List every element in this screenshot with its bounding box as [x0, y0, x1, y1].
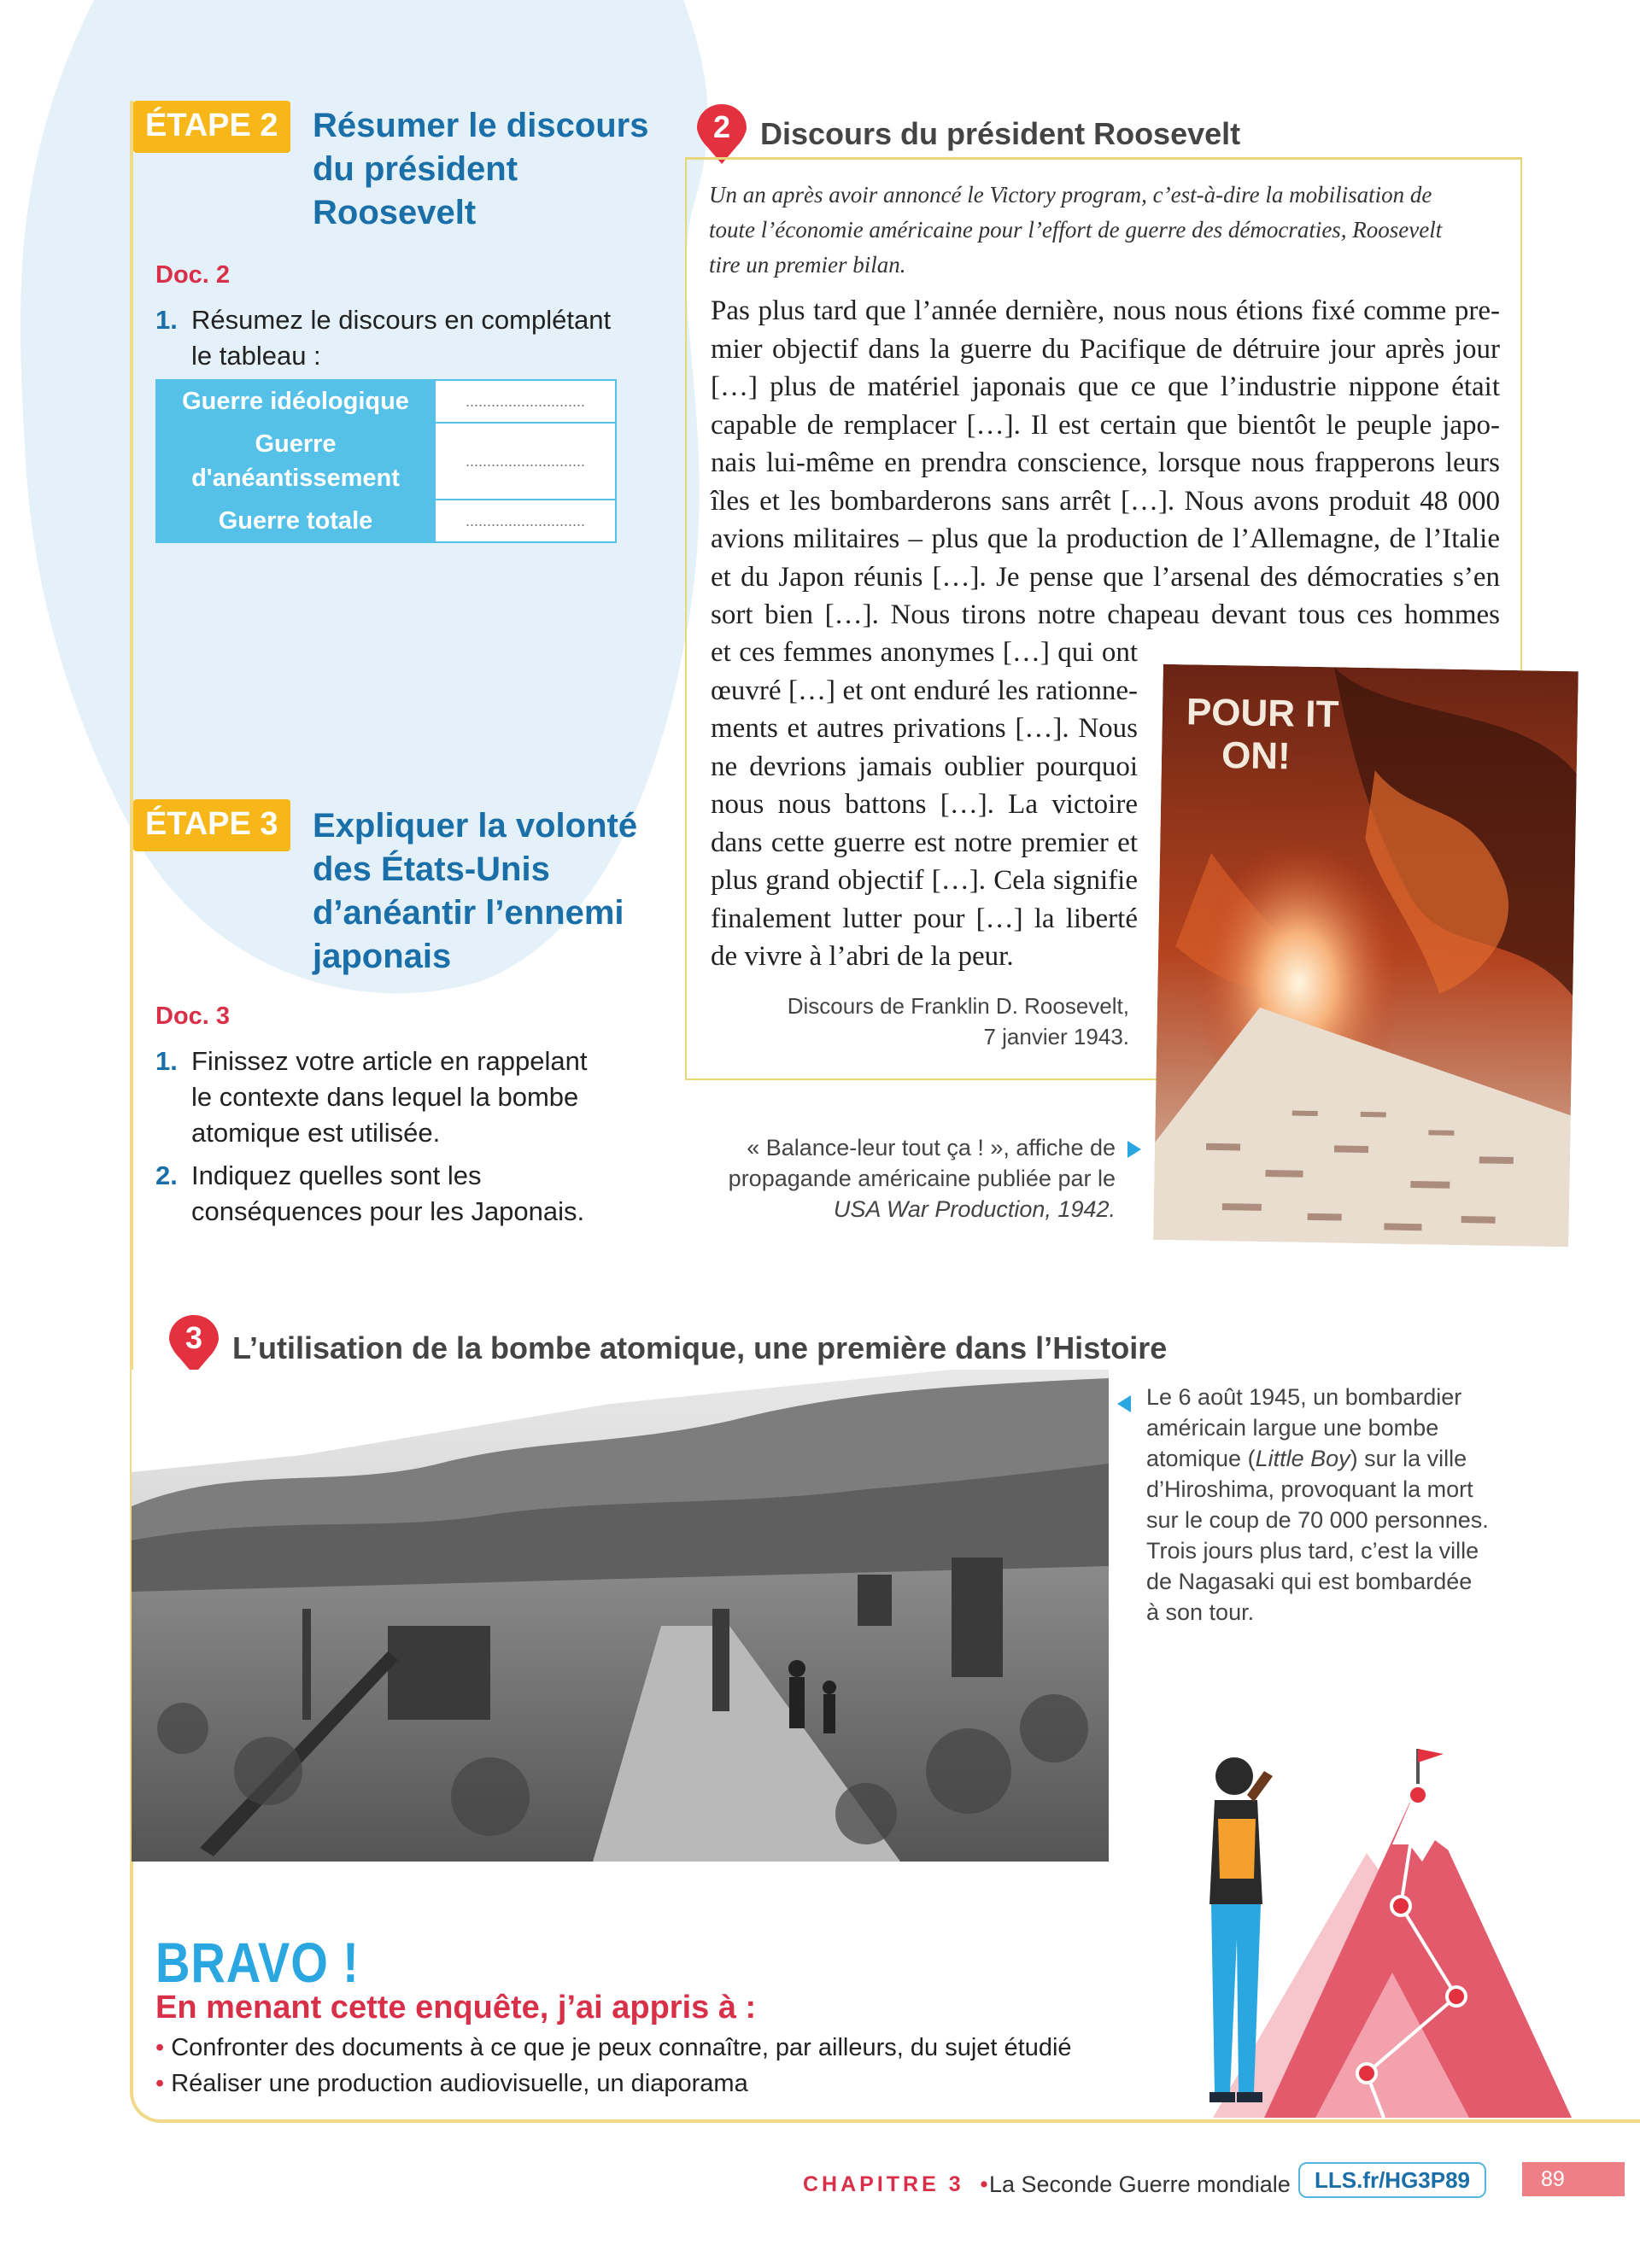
question-line: Finissez votre article en rappelant — [191, 1046, 588, 1076]
summary-table — [155, 379, 617, 543]
bravo-item: • Confronter des documents à ce que je peux connaître, par ailleurs, du sujet étudié — [155, 2034, 1072, 2061]
etape3-doc-ref: Doc. 3 — [155, 1002, 231, 1030]
question-line: Indiquez quelles sont les — [191, 1160, 482, 1190]
etape3-title: Expliquer la volonté des États-Unis d’anéantir l’ennemi japonais — [313, 807, 638, 975]
doc2-speech-text-narrow: et ces femmes anonymes […] qui ont œuvré […] et ont enduré les rationne- ments et autres privations […]. Nous ne devrions jamais oublier pourquoi nous nous battons […]. La victoire dans cette guerre est notre premier et plus grand objectif […]. Cela signifie finalement lutter pour […] la liberté de vivre à l’abri de la peur. — [711, 637, 1138, 972]
etape2-doc-ref: Doc. 2 — [155, 261, 231, 289]
doc3-number-pin: 3 — [169, 1315, 219, 1377]
doc2-title: Discours du président Roosevelt — [760, 116, 1241, 151]
etape3-question-1 — [155, 1043, 588, 1151]
etape3-question-2 — [155, 1158, 584, 1230]
question-line: Résumez le discours en complétant — [191, 305, 612, 335]
poster-caption: « Balance-leur tout ça ! », affiche de propagande américaine publiée par le USA War Production, 1942. — [728, 1135, 1116, 1222]
doc2-speech-text: Pas plus tard que l’année dernière, nous nous étions fixé comme pre- mier objectif dans la guerre du Pacifique de détruire jour après jour […] plus de matériel japonais que ce que l’industrie nippone était capable de remplacer […]. Il est certain que bientôt le peuple japo- nais lui-même en prendra conscience, lorsque nous frapperons leurs îles et les bombarderons sans arrêt […]. Nous avons produit 48 000 avions militaires – plus que la production de l’Allemagne, de l’Italie et du Japon réunis […]. Je pense que l’arsenal des démocraties s’en sort bien […]. Nous tirons notre chapeau devant tous ces hommes — [711, 295, 1500, 630]
footer-link[interactable]: LLS.fr/HG3P89 — [1298, 2162, 1486, 2198]
footer-chapter: CHAPITRE 3 • — [803, 2172, 992, 2196]
footer-title: La Seconde Guerre mondiale — [989, 2172, 1291, 2197]
bravo-subtitle: En menant cette enquête, j’ai appris à : — [155, 1990, 757, 2025]
doc3-title: L’utilisation de la bombe atomique, une première dans l’Histoire — [232, 1330, 1168, 1365]
table-header-cell: Guerre d'anéantissement — [156, 423, 435, 500]
table-row — [156, 423, 616, 500]
question-line: le contexte dans lequel la bombe — [191, 1082, 579, 1112]
poster-image — [1153, 664, 1578, 1247]
table-answer-cell[interactable]: ............................ — [435, 380, 616, 423]
table-row — [156, 380, 616, 423]
poster-headline: POUR IT — [1186, 691, 1339, 736]
question-line: le tableau : — [191, 341, 321, 371]
bravo-title: BRAVO ! — [155, 1931, 360, 1994]
bravo-item: • Réaliser une production audiovisuelle, un diaporama — [155, 2070, 748, 2097]
question-number: 1. — [155, 1046, 178, 1076]
ruins-image — [132, 1370, 1109, 1862]
etape2-question-1 — [155, 302, 612, 374]
mountain-hiker-illustration — [1110, 1716, 1572, 2118]
etape2-title: Résumer le discours du président Roosevelt — [313, 107, 649, 231]
table-header-cell: Guerre totale — [156, 500, 435, 542]
page-number: 89 — [1522, 2162, 1625, 2196]
question-line: conséquences pour les Japonais. — [191, 1196, 585, 1226]
question-number: 2. — [155, 1160, 178, 1190]
etape3-badge: ÉTAPE 3 — [133, 799, 290, 851]
doc2-intro: Un an après avoir annoncé le Victory program, c’est-à-dire la mobilisation de toute l’économie américaine pour l’effort de guerre des démocraties, Roosevelt tire un premier bilan. — [709, 182, 1443, 278]
etape2-badge: ÉTAPE 2 — [133, 101, 290, 153]
doc2-source: Discours de Franklin D. Roosevelt, 7 janvier 1943. — [787, 993, 1129, 1049]
propaganda-poster — [1153, 664, 1578, 1247]
poster-headline: ON! — [1221, 734, 1292, 778]
arrow-left-icon — [1116, 1394, 1133, 1414]
table-answer-cell[interactable]: ............................ — [435, 423, 616, 500]
question-number: 1. — [155, 305, 178, 335]
table-answer-cell[interactable]: ............................ — [435, 500, 616, 542]
doc2-number-pin: 2 — [697, 104, 747, 166]
doc3-caption: Le 6 août 1945, un bombardier américain largue une bombe atomique (Little Boy) sur la ville d’Hiroshima, provoquant la mort sur le coup de 70 000 personnes. Trois jours plus tard, c’est la ville de Nagasaki qui est bombardée à son tour. — [1146, 1384, 1489, 1625]
hiroshima-photo — [132, 1370, 1109, 1862]
arrow-right-icon — [1126, 1139, 1143, 1160]
table-row — [156, 500, 616, 542]
table-header-cell: Guerre idéologique — [156, 380, 435, 423]
question-line: atomique est utilisée. — [191, 1118, 441, 1148]
